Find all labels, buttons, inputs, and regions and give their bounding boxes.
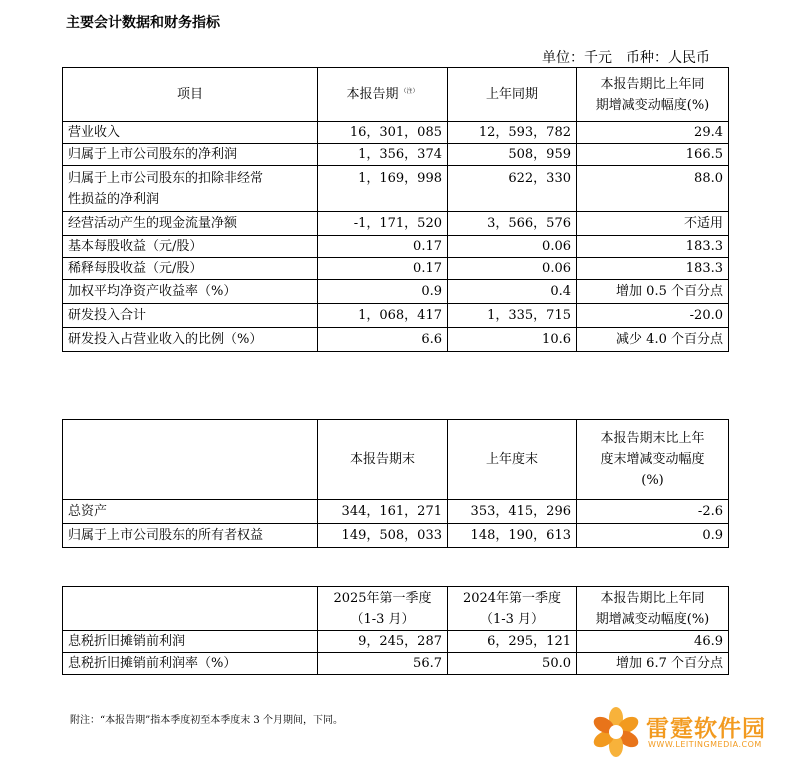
row-change: 增加 0.5 个百分点	[577, 280, 729, 304]
header-prior: 2024年第一季度 （1-3 月）	[448, 587, 577, 631]
footnote: 附注：“本报告期”指本季度初至本季度末 3 个月期间，下同。	[70, 715, 343, 726]
row-change: 不适用	[577, 212, 729, 236]
table-header-row	[63, 587, 729, 631]
header-prior: 上年度末	[448, 420, 577, 500]
watermark-url: WWW.LEITINGMEDIA.COM	[648, 740, 762, 749]
row-prior: 50.0	[448, 653, 577, 675]
header-prior: 上年同期	[448, 68, 577, 122]
row-current: 149，508，033	[318, 524, 448, 548]
row-prior: 0.06	[448, 236, 577, 258]
row-current: 0.17	[318, 236, 448, 258]
table-row	[63, 122, 729, 144]
row-prior: 148，190，613	[448, 524, 577, 548]
header-change: 本报告期比上年同 期增减变动幅度(%)	[577, 587, 729, 631]
table-row	[63, 631, 729, 653]
row-label: 归属于上市公司股东的扣除非经常 性损益的净利润	[63, 166, 318, 212]
watermark	[590, 706, 785, 758]
header-item-empty	[63, 420, 318, 500]
row-change: 29.4	[577, 122, 729, 144]
row-current: 1，169，998	[318, 166, 448, 212]
row-current: 1，068，417	[318, 304, 448, 328]
row-prior: 0.06	[448, 258, 577, 280]
row-current: 56.7	[318, 653, 448, 675]
header-item-empty	[63, 587, 318, 631]
table-row	[63, 328, 729, 352]
row-change: 增加 6.7 个百分点	[577, 653, 729, 675]
row-label: 经营活动产生的现金流量净额	[63, 212, 318, 236]
row-prior: 12，593，782	[448, 122, 577, 144]
header-change: 本报告期比上年同 期增减变动幅度(%)	[577, 68, 729, 122]
table-header-row	[63, 420, 729, 500]
table-row	[63, 236, 729, 258]
header-current: 本报告期 $^{(注)}$	[318, 68, 448, 122]
row-label: 加权平均净资产收益率（%）	[63, 280, 318, 304]
row-change: 183.3	[577, 258, 729, 280]
row-label: 研发投入占营业收入的比例（%）	[63, 328, 318, 352]
header-current: 本报告期末	[318, 420, 448, 500]
row-current: 344，161，271	[318, 500, 448, 524]
row-label: 息税折旧摊销前利润率（%）	[63, 653, 318, 675]
flower-logo-icon	[590, 706, 642, 758]
table-header-row	[63, 68, 729, 122]
row-current: 6.6	[318, 328, 448, 352]
row-change: 减少 4.0 个百分点	[577, 328, 729, 352]
row-current: -1，171，520	[318, 212, 448, 236]
row-prior: 353，415，296	[448, 500, 577, 524]
row-label: 归属于上市公司股东的所有者权益	[63, 524, 318, 548]
table-row	[63, 653, 729, 675]
row-change: -2.6	[577, 500, 729, 524]
row-label: 息税折旧摊销前利润	[63, 631, 318, 653]
table-row	[63, 212, 729, 236]
row-prior: 3，566，576	[448, 212, 577, 236]
row-current: 9，245，287	[318, 631, 448, 653]
row-current: 1，356，374	[318, 144, 448, 166]
table-row	[63, 304, 729, 328]
row-current: 0.9	[318, 280, 448, 304]
row-prior: 1，335，715	[448, 304, 577, 328]
watermark-text: 雷霆软件园	[646, 716, 766, 742]
row-label: 营业收入	[63, 122, 318, 144]
ebitda-table	[62, 586, 729, 675]
header-item: 项目	[63, 68, 318, 122]
row-prior: 508，959	[448, 144, 577, 166]
table-row	[63, 524, 729, 548]
balance-sheet-table	[62, 419, 729, 548]
row-label: 研发投入合计	[63, 304, 318, 328]
row-change: 46.9	[577, 631, 729, 653]
row-label: 归属于上市公司股东的净利润	[63, 144, 318, 166]
table-row	[63, 258, 729, 280]
unit-currency-line: 单位：千元 币种：人民币	[542, 50, 710, 66]
row-prior: 0.4	[448, 280, 577, 304]
row-current: 16，301，085	[318, 122, 448, 144]
row-prior: 622，330	[448, 166, 577, 212]
header-current: 2025年第一季度 （1-3 月）	[318, 587, 448, 631]
row-change: -20.0	[577, 304, 729, 328]
page-title: 主要会计数据和财务指标	[66, 15, 220, 31]
row-prior: 6，295，121	[448, 631, 577, 653]
row-change: 183.3	[577, 236, 729, 258]
row-label: 总资产	[63, 500, 318, 524]
table-row	[63, 500, 729, 524]
row-change: 88.0	[577, 166, 729, 212]
table-row	[63, 166, 729, 212]
row-change: 0.9	[577, 524, 729, 548]
row-change: 166.5	[577, 144, 729, 166]
row-label: 基本每股收益（元/股）	[63, 236, 318, 258]
table-row	[63, 280, 729, 304]
header-change: 本报告期末比上年 度末增减变动幅度 (%)	[577, 420, 729, 500]
row-label: 稀释每股收益（元/股）	[63, 258, 318, 280]
financial-indicators-table	[62, 67, 729, 352]
row-current: 0.17	[318, 258, 448, 280]
table-row	[63, 144, 729, 166]
row-prior: 10.6	[448, 328, 577, 352]
